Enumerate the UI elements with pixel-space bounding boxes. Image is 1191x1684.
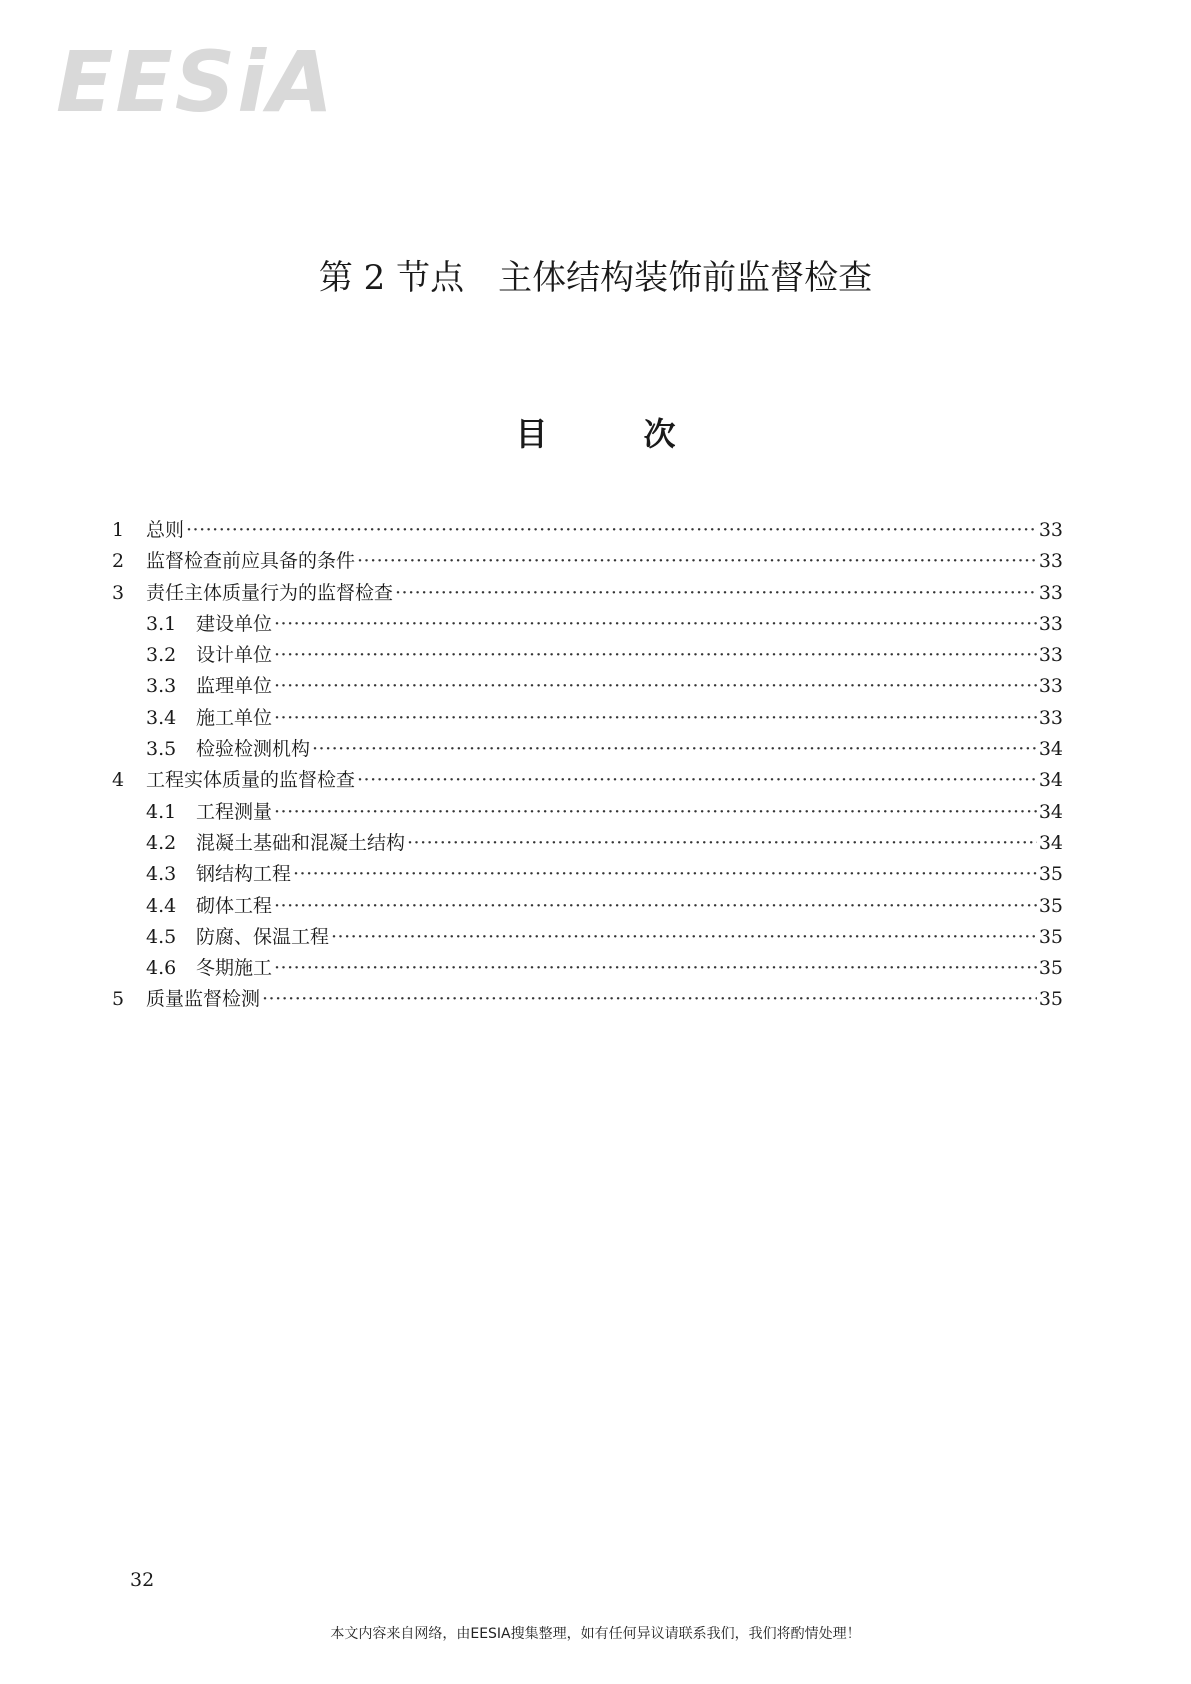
toc-leader-dots bbox=[293, 859, 1037, 890]
toc-subentry[interactable] bbox=[112, 922, 1063, 953]
toc-entry-page: 35 bbox=[1038, 925, 1063, 948]
toc-entry[interactable] bbox=[112, 578, 1063, 609]
page-number: 32 bbox=[130, 1569, 155, 1591]
toc-entry-number: 3.3 bbox=[146, 675, 177, 698]
toc-entry-title: 砌体工程 bbox=[196, 894, 273, 917]
toc-entry-page: 33 bbox=[1038, 612, 1063, 635]
toc-leader-dots bbox=[274, 703, 1037, 734]
toc-entry-page: 34 bbox=[1038, 831, 1063, 854]
toc-entry[interactable] bbox=[112, 546, 1063, 577]
toc-entry-number: 5 bbox=[112, 988, 125, 1011]
toc-entry-title: 混凝土基础和混凝土结构 bbox=[196, 831, 406, 854]
toc-leader-dots bbox=[274, 609, 1037, 640]
footer-disclaimer: 本文内容来自网络，由EESIA搜集整理，如有任何异议请联系我们，我们将酌情处理！ bbox=[330, 1626, 861, 1642]
toc-entry-title: 施工单位 bbox=[196, 706, 273, 729]
toc-leader-dots bbox=[186, 515, 1037, 546]
toc-entry-page: 35 bbox=[1038, 863, 1063, 886]
toc-leader-dots bbox=[274, 953, 1037, 984]
toc-entry-title: 工程实体质量的监督检查 bbox=[146, 769, 356, 792]
toc-entry-title: 工程测量 bbox=[196, 800, 273, 823]
toc-entry-page: 34 bbox=[1038, 769, 1063, 792]
toc-entry-page: 33 bbox=[1038, 644, 1063, 667]
toc-subentry[interactable] bbox=[112, 734, 1063, 765]
toc-entry-page: 33 bbox=[1038, 550, 1063, 573]
toc-leader-dots bbox=[357, 765, 1037, 796]
toc-leader-dots bbox=[274, 891, 1037, 922]
toc-entry-title: 冬期施工 bbox=[196, 957, 273, 980]
toc-subentry[interactable] bbox=[112, 828, 1063, 859]
toc-entry-title: 监督检查前应具备的条件 bbox=[146, 550, 356, 573]
toc-entry-title: 总则 bbox=[146, 519, 185, 541]
toc-entry-page: 33 bbox=[1038, 675, 1063, 698]
toc-entry[interactable] bbox=[112, 515, 1063, 546]
toc-entry-page: 33 bbox=[1038, 706, 1063, 729]
toc-entry-title: 防腐、保温工程 bbox=[196, 925, 330, 948]
toc-entry-number: 4 bbox=[112, 769, 125, 792]
toc-entry-page: 33 bbox=[1038, 581, 1063, 604]
toc-entry-title: 监理单位 bbox=[196, 675, 273, 698]
toc-leader-dots bbox=[395, 578, 1037, 609]
section-title: 第 2 节点 主体结构装饰前监督检查 bbox=[318, 258, 873, 298]
toc-entry-number: 4.4 bbox=[146, 894, 177, 917]
toc-entry-number: 1 bbox=[112, 519, 125, 541]
toc-entry-page: 35 bbox=[1038, 894, 1063, 917]
toc-entry-page: 33 bbox=[1038, 519, 1063, 541]
toc-entry-number: 4.6 bbox=[146, 957, 177, 980]
toc-leader-dots bbox=[262, 984, 1037, 1015]
toc-subentry[interactable] bbox=[112, 797, 1063, 828]
toc-entry-number: 4.5 bbox=[146, 925, 177, 948]
toc-leader-dots bbox=[357, 546, 1037, 577]
toc-entry-number: 3.5 bbox=[146, 738, 177, 761]
toc-leader-dots bbox=[407, 828, 1037, 859]
toc-subentry[interactable] bbox=[112, 953, 1063, 984]
toc-entry-page: 34 bbox=[1038, 738, 1063, 761]
toc-leader-dots bbox=[312, 734, 1037, 765]
toc-entry-number: 3.1 bbox=[146, 612, 177, 635]
toc-subentry[interactable] bbox=[112, 640, 1063, 671]
toc-subentry[interactable] bbox=[112, 859, 1063, 890]
toc-subentry[interactable] bbox=[112, 703, 1063, 734]
toc-leader-dots bbox=[331, 922, 1037, 953]
toc-entry-page: 34 bbox=[1038, 800, 1063, 823]
toc-entry-number: 4.1 bbox=[146, 800, 177, 823]
toc-entry-title: 质量监督检测 bbox=[146, 988, 261, 1011]
toc-leader-dots bbox=[274, 640, 1037, 671]
toc-entry-number: 4.3 bbox=[146, 863, 177, 886]
toc-entry[interactable] bbox=[112, 765, 1063, 796]
toc-subentry[interactable] bbox=[112, 609, 1063, 640]
toc-entry-title: 设计单位 bbox=[196, 644, 273, 667]
toc-entry-title: 检验检测机构 bbox=[196, 738, 311, 761]
toc-entry-number: 2 bbox=[112, 550, 125, 573]
toc-subentry[interactable] bbox=[112, 671, 1063, 702]
toc-subentry[interactable] bbox=[112, 891, 1063, 922]
toc-entry-page: 35 bbox=[1038, 957, 1063, 980]
toc-entry-number: 4.2 bbox=[146, 831, 177, 854]
toc-leader-dots bbox=[274, 797, 1037, 828]
toc-entry-title: 责任主体质量行为的监督检查 bbox=[146, 581, 394, 604]
toc-heading: 目 次 bbox=[515, 415, 676, 453]
table-of-contents bbox=[112, 515, 1063, 1016]
toc-entry-number: 3.2 bbox=[146, 644, 177, 667]
toc-entry-number: 3.4 bbox=[146, 706, 177, 729]
toc-entry-page: 35 bbox=[1038, 988, 1063, 1011]
toc-entry-number: 3 bbox=[112, 581, 125, 604]
toc-entry[interactable] bbox=[112, 984, 1063, 1015]
toc-entry-title: 建设单位 bbox=[196, 612, 273, 635]
toc-leader-dots bbox=[274, 671, 1037, 702]
eesia-logo: EESiA bbox=[56, 33, 336, 131]
toc-entry-title: 钢结构工程 bbox=[196, 863, 292, 886]
